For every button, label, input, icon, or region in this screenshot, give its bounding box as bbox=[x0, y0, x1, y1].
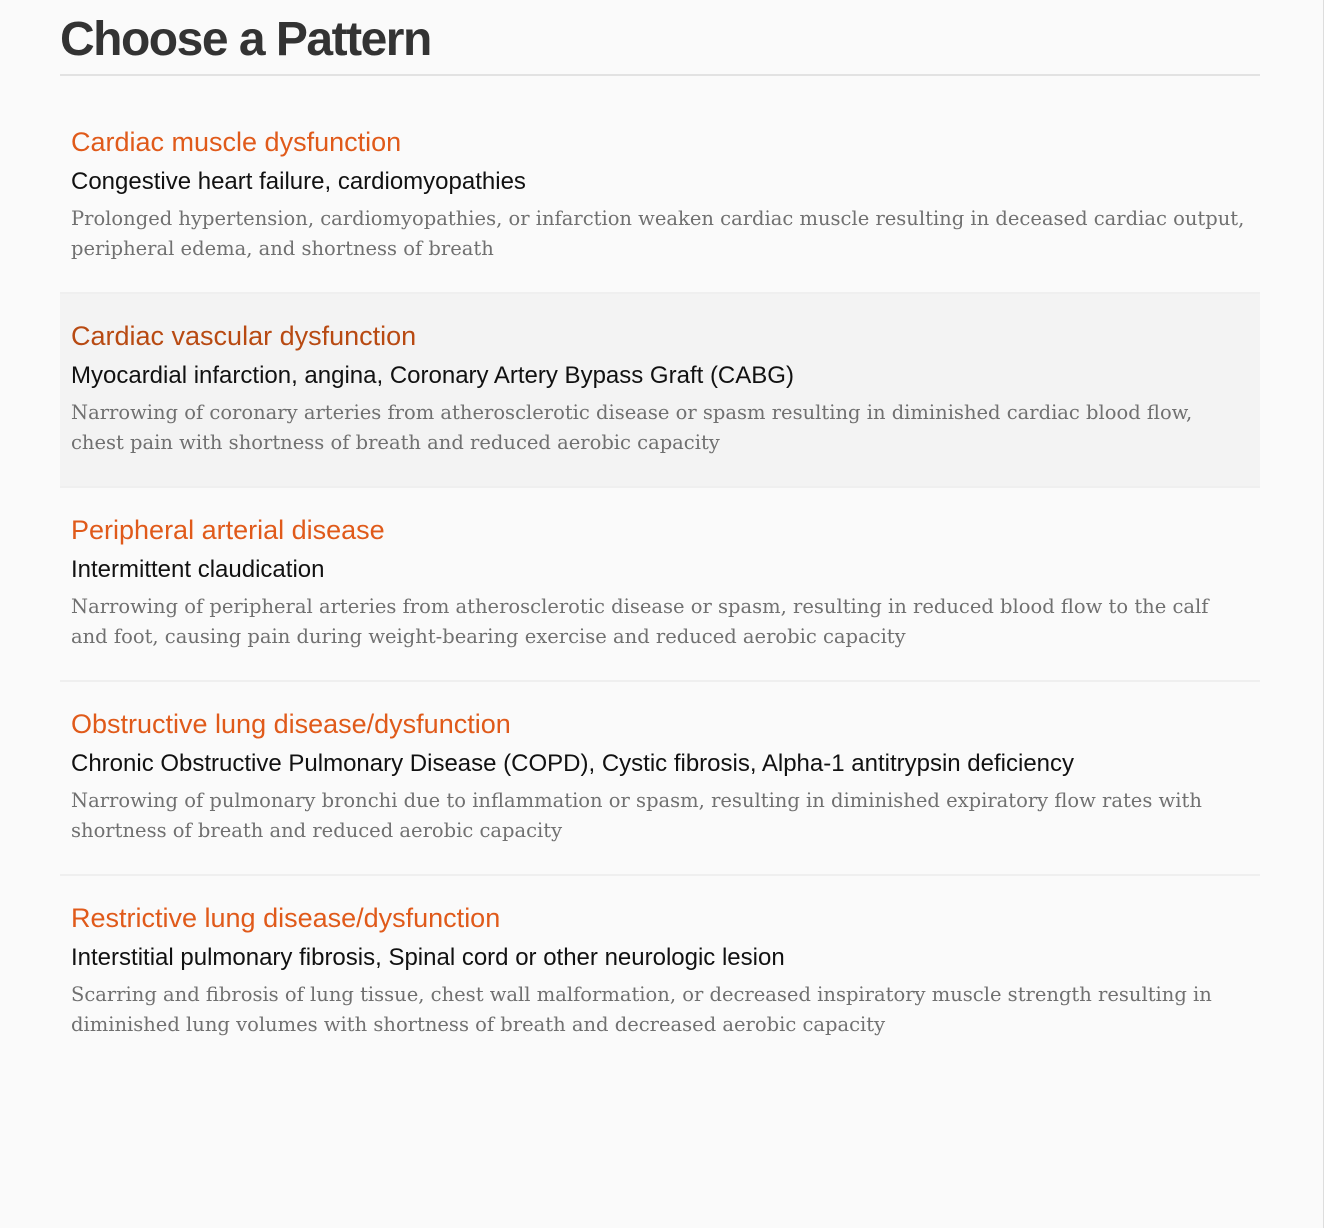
pattern-item-restrictive-lung[interactable] bbox=[60, 876, 1260, 1070]
pattern-description: Scarring and fibrosis of lung tissue, chest wall malformation, or decreased inspiratory muscle strength resulting in diminished lung volumes with shortness of breath and decreased aerobic capacity bbox=[71, 983, 1212, 1036]
pattern-item-obstructive-lung[interactable] bbox=[60, 682, 1260, 876]
pattern-conditions: Intermittent claudication bbox=[71, 556, 325, 583]
pattern-list bbox=[60, 100, 1260, 1070]
pattern-conditions: Myocardial infarction, angina, Coronary Artery Bypass Graft (CABG) bbox=[71, 362, 794, 389]
pattern-conditions: Interstitial pulmonary fibrosis, Spinal cord or other neurologic lesion bbox=[71, 944, 785, 971]
pattern-description: Prolonged hypertension, cardiomyopathies, or infarction weaken cardiac muscle resulting in deceased cardiac output, peripheral edema, and shortness of breath bbox=[71, 207, 1245, 260]
page-header bbox=[60, 0, 1260, 76]
pattern-title[interactable]: Cardiac muscle dysfunction bbox=[71, 127, 402, 157]
pattern-description: Narrowing of coronary arteries from atherosclerotic disease or spasm resulting in diminished cardiac blood flow, chest pain with shortness of breath and reduced aerobic capacity bbox=[71, 401, 1193, 454]
pattern-item-cardiac-muscle[interactable] bbox=[60, 100, 1260, 294]
pattern-item-peripheral-arterial[interactable] bbox=[60, 488, 1260, 682]
pattern-item-cardiac-vascular[interactable] bbox=[60, 294, 1260, 488]
pattern-title[interactable]: Obstructive lung disease/dysfunction bbox=[71, 709, 511, 739]
pattern-title[interactable]: Cardiac vascular dysfunction bbox=[71, 321, 417, 351]
page-title: Choose a Pattern bbox=[60, 13, 431, 66]
pattern-description: Narrowing of pulmonary bronchi due to inflammation or spasm, resulting in diminished expiratory flow rates with shortness of breath and reduced aerobic capacity bbox=[71, 789, 1202, 842]
pattern-description: Narrowing of peripheral arteries from atherosclerotic disease or spasm, resulting in reduced blood flow to the calf and foot, causing pain during weight-bearing exercise and reduced aerobic capacity bbox=[71, 595, 1209, 648]
pattern-title[interactable]: Peripheral arterial disease bbox=[71, 515, 385, 545]
pattern-title[interactable]: Restrictive lung disease/dysfunction bbox=[71, 903, 501, 933]
pattern-conditions: Congestive heart failure, cardiomyopathies bbox=[71, 168, 526, 195]
pattern-conditions: Chronic Obstructive Pulmonary Disease (COPD), Cystic fibrosis, Alpha-1 antitrypsin deficiency bbox=[71, 750, 1075, 777]
